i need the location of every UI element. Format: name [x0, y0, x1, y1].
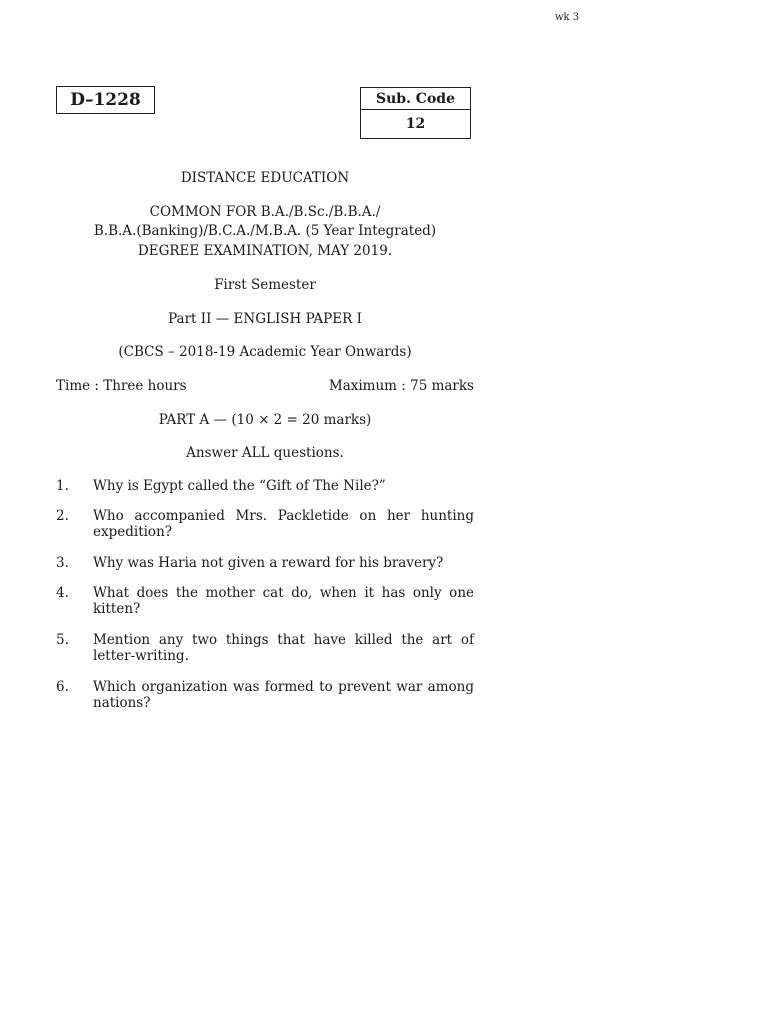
- page-marker: wk 3: [555, 12, 580, 23]
- question-text: Who accompanied Mrs. Packletide on her hunting expedition?: [93, 508, 474, 540]
- question-item: [56, 585, 474, 617]
- part-a-heading: PART A — (10 × 2 = 20 marks): [158, 412, 372, 428]
- title-distance-education: DISTANCE EDUCATION: [180, 170, 350, 186]
- question-number: 3.: [56, 555, 69, 571]
- paper-title: Part II — ENGLISH PAPER I: [168, 311, 362, 327]
- question-item: [56, 508, 474, 540]
- question-number: 5.: [56, 632, 69, 648]
- question-text: Why was Haria not given a reward for his bravery?: [93, 555, 444, 571]
- sub-code-label: Sub. Code: [361, 88, 470, 110]
- question-text: Mention any two things that have killed the art of letter-writing.: [93, 632, 474, 664]
- scheme-label: (CBCS – 2018-19 Academic Year Onwards): [118, 344, 412, 360]
- sub-code-value: 12: [405, 115, 426, 132]
- question-item: [56, 632, 474, 664]
- question-number: 1.: [56, 478, 69, 494]
- paper-code-box: [56, 86, 155, 114]
- question-text: Which organization was formed to prevent war among nations?: [93, 679, 474, 711]
- question-item: [56, 679, 474, 711]
- part-a-instruction: Answer ALL questions.: [186, 445, 344, 461]
- question-item: [56, 478, 474, 494]
- title-degree-exam: DEGREE EXAMINATION, MAY 2019.: [137, 243, 393, 259]
- question-text: What does the mother cat do, when it has only one kitten?: [93, 585, 474, 617]
- time-label: Time : Three hours: [56, 378, 187, 394]
- question-text: Why is Egypt called the “Gift of The Nile?”: [93, 478, 386, 494]
- question-number: 6.: [56, 679, 69, 695]
- time-marks-row: [56, 378, 474, 394]
- max-marks-label: Maximum : 75 marks: [328, 378, 474, 394]
- title-common-for: COMMON FOR B.A./B.Sc./B.B.A./: [149, 204, 381, 220]
- title-programmes: B.B.A.(Banking)/B.C.A./M.B.A. (5 Year Integrated): [93, 223, 437, 239]
- paper-code: D–1228: [70, 90, 141, 110]
- question-number: 2.: [56, 508, 69, 524]
- semester-label: First Semester: [214, 277, 316, 293]
- question-number: 4.: [56, 585, 69, 601]
- question-item: [56, 555, 474, 571]
- sub-code-box: [360, 87, 471, 139]
